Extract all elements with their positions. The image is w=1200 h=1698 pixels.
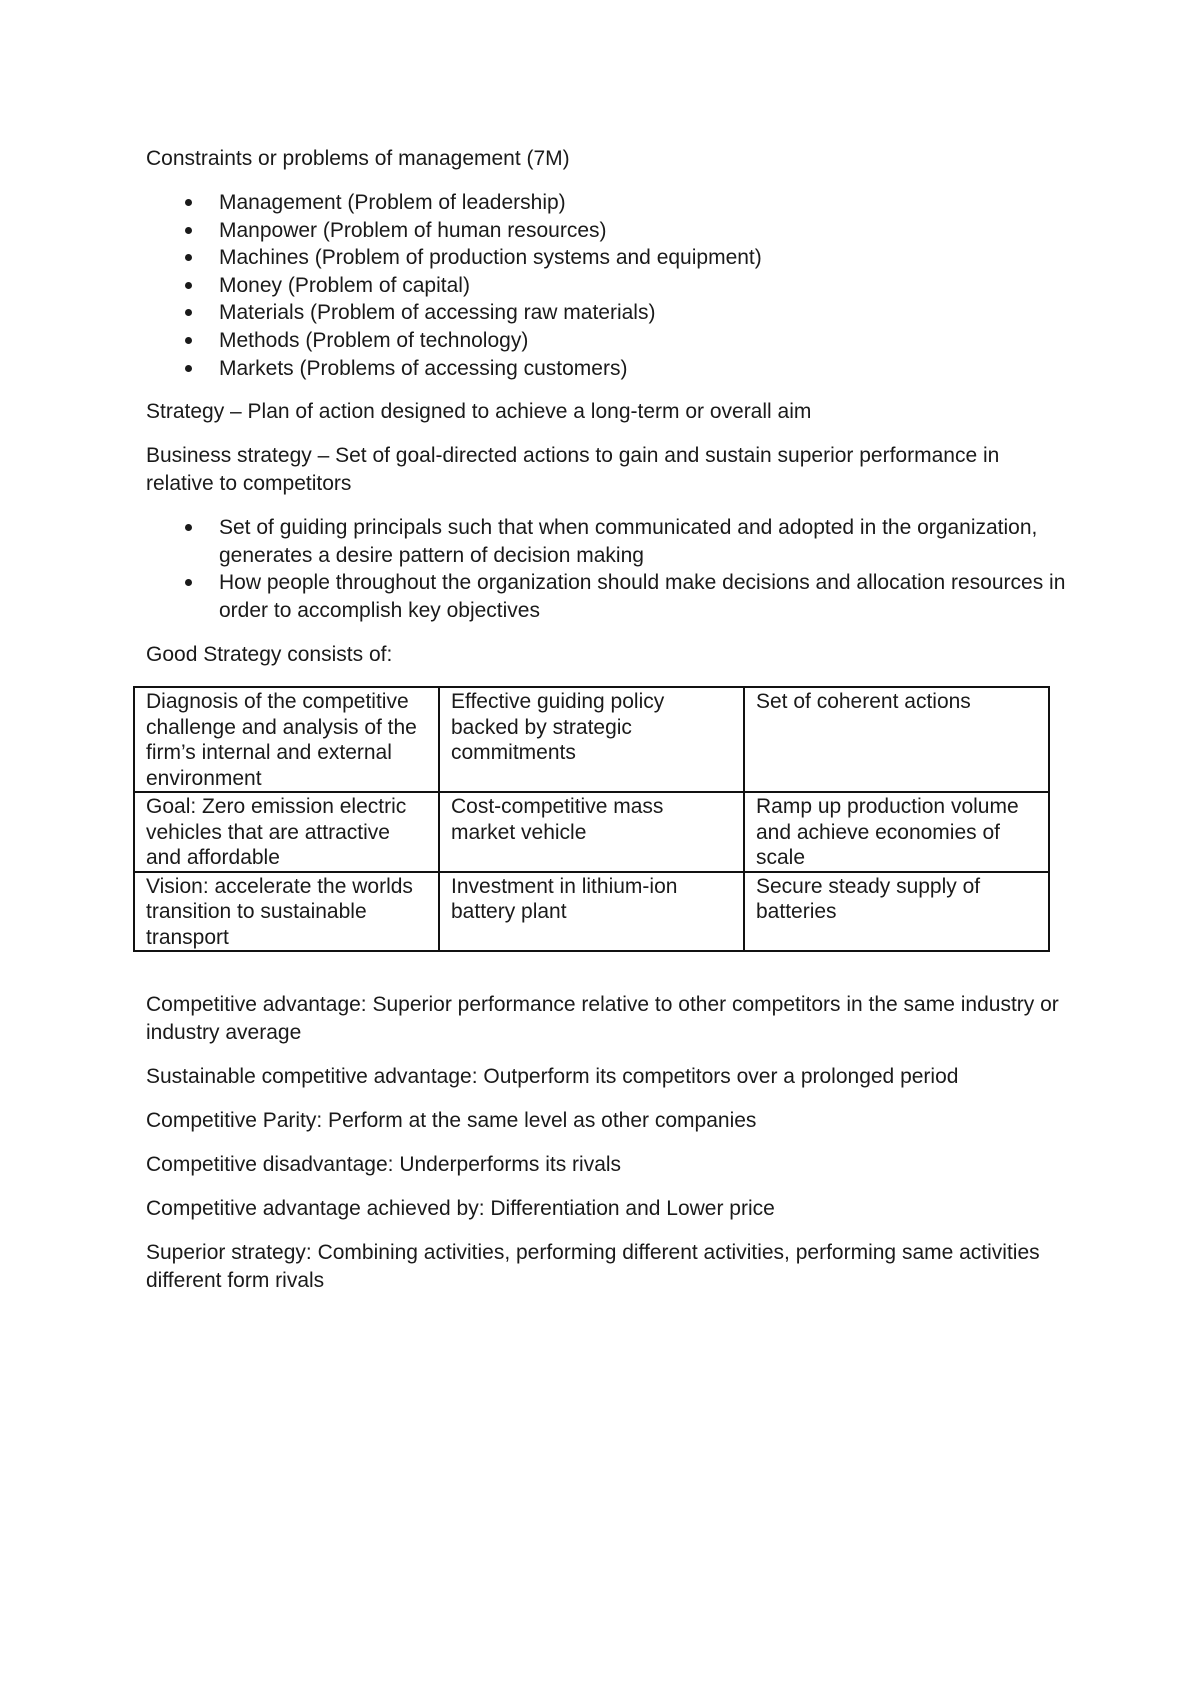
list-item: Manpower (Problem of human resources) — [146, 217, 1066, 245]
constraints-heading: Constraints or problems of management (7M) — [146, 147, 570, 170]
table-row — [134, 792, 1049, 872]
definition-paragraph: Competitive Parity: Perform at the same level as other companies — [146, 1109, 757, 1132]
table-cell: Diagnosis of the competitive challenge and analysis of the firm’s internal and external environment — [134, 687, 439, 792]
definition-paragraph: Competitive advantage achieved by: Differentiation and Lower price — [146, 1197, 775, 1220]
list-item: Methods (Problem of technology) — [146, 327, 1066, 355]
list-item: Management (Problem of leadership) — [146, 189, 1066, 217]
good-strategy-table — [133, 686, 1050, 952]
table-cell: Investment in lithium-ion battery plant — [439, 872, 744, 952]
table-cell: Ramp up production volume and achieve economies of scale — [744, 792, 1049, 872]
table-cell: Goal: Zero emission electric vehicles that are attractive and affordable — [134, 792, 439, 872]
definition-paragraph: Superior strategy: Combining activities, performing different activities, performing same activities different form rivals — [146, 1241, 1040, 1292]
list-item: Set of guiding principals such that when communicated and adopted in the organization, generates a desire pattern of decision making — [146, 514, 1066, 569]
list-item: Machines (Problem of production systems and equipment) — [146, 244, 1066, 272]
list-item: Materials (Problem of accessing raw materials) — [146, 299, 1066, 327]
table-row — [134, 687, 1049, 792]
business-strategy-list — [146, 514, 1066, 624]
business-strategy-definition: Business strategy – Set of goal-directed actions to gain and sustain superior performance in relative to competitors — [146, 444, 1000, 496]
table-cell: Secure steady supply of batteries — [744, 872, 1049, 952]
constraints-list — [146, 189, 1066, 382]
strategy-definition: Strategy – Plan of action designed to achieve a long-term or overall aim — [146, 400, 812, 424]
good-strategy-table-wrap — [133, 686, 1050, 952]
upper-content — [146, 145, 1066, 685]
table-cell: Cost-competitive mass market vehicle — [439, 792, 744, 872]
definition-paragraph: Competitive disadvantage: Underperforms its rivals — [146, 1153, 622, 1176]
list-item: How people throughout the organization should make decisions and allocation resources in order to accomplish key objectives — [146, 569, 1066, 624]
definitions-section — [146, 991, 1066, 1311]
table-cell: Effective guiding policy backed by strategic commitments — [439, 687, 744, 792]
table-row — [134, 872, 1049, 952]
table-cell: Vision: accelerate the worlds transition to sustainable transport — [134, 872, 439, 952]
good-strategy-heading: Good Strategy consists of: — [146, 642, 393, 666]
definition-paragraph: Sustainable competitive advantage: Outperform its competitors over a prolonged period — [146, 1065, 959, 1088]
list-item: Markets (Problems of accessing customers) — [146, 355, 1066, 383]
list-item: Money (Problem of capital) — [146, 272, 1066, 300]
table-cell: Set of coherent actions — [744, 687, 1049, 792]
definition-paragraph: Competitive advantage: Superior performance relative to other competitors in the same industry or industry average — [146, 993, 1059, 1044]
